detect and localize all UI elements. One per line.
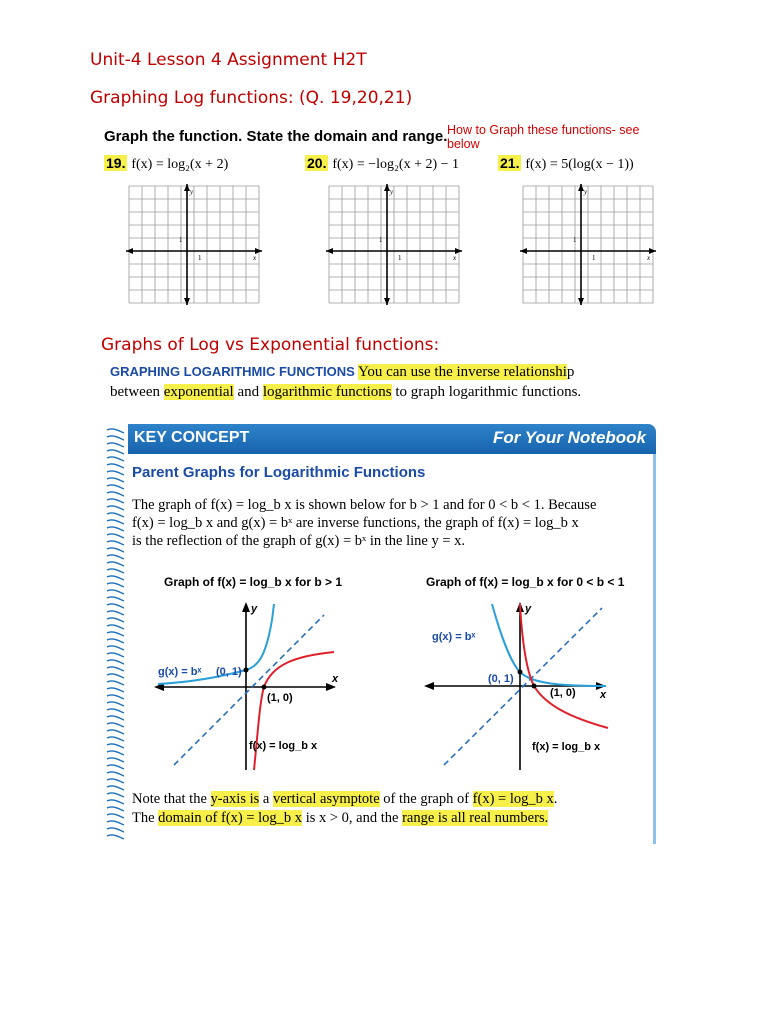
graph1-pt2-label: (1, 0): [267, 692, 293, 704]
spiral-coil: [107, 702, 124, 706]
spiral-coil: [107, 744, 124, 748]
spiral-coil: [107, 485, 124, 489]
spiral-coil: [107, 604, 124, 608]
intro-highlight-3: logarithmic functions: [262, 384, 392, 400]
key-concept-body: [132, 496, 652, 550]
grid-one-label: 1: [179, 236, 183, 244]
note-text: a: [259, 791, 273, 807]
key-concept-subtitle: Parent Graphs for Logarithmic Functions: [132, 464, 426, 481]
grid-one-label: 1: [379, 236, 383, 244]
spiral-coil: [107, 751, 124, 755]
graph-tip: [447, 123, 639, 151]
intro-between: between: [110, 384, 160, 400]
problem-19: [104, 155, 228, 173]
spiral-coil: [107, 611, 124, 615]
body-line-3: is the reflection of the graph of g(x) = bˣ in the line y = x.: [132, 533, 466, 549]
graph1-f-label: f(x) = log_b x: [249, 740, 318, 752]
spiral-coil: [107, 618, 124, 622]
grid-y-label: y: [390, 188, 394, 196]
spiral-coil: [107, 541, 124, 545]
intro-and: and: [237, 384, 260, 400]
graph1-y-label: y: [251, 603, 258, 615]
assignment-subtitle: Graphing Log functions: (Q. 19,20,21): [90, 88, 413, 108]
intro-rest: to graph logarithmic functions.: [395, 384, 582, 400]
grid-y-label: y: [190, 188, 194, 196]
note-text: .: [553, 791, 558, 807]
graph2-pt2-label: (1, 0): [550, 687, 576, 699]
spiral-coil: [107, 457, 124, 461]
spiral-coil: [107, 772, 124, 776]
spiral-coil: [107, 464, 124, 468]
spiral-coil: [107, 723, 124, 727]
spiral-coil: [107, 429, 124, 433]
grid-one-label: 1: [398, 254, 402, 262]
grid-one-label: 1: [198, 254, 202, 262]
spiral-coil: [107, 681, 124, 685]
problem-number: 20.: [307, 155, 327, 171]
graph1-x-label: x: [332, 673, 339, 685]
spiral-coil: [107, 730, 124, 734]
graph2-g-label: g(x) = bˣ: [432, 631, 476, 643]
spiral-coil: [107, 786, 124, 790]
intro-text-1: p: [566, 364, 575, 380]
blank-grid-19[interactable]: [124, 184, 264, 310]
spiral-coil: [107, 555, 124, 559]
spiral-coil: [107, 506, 124, 510]
spiral-coil: [107, 639, 124, 643]
spiral-coil: [107, 597, 124, 601]
spiral-coil: [107, 450, 124, 454]
grid-y-down-arrow-icon: [578, 298, 584, 305]
graph1-caption: Graph of f(x) = log_b x for b > 1: [164, 575, 343, 589]
problem-number: 21.: [500, 155, 520, 171]
spiral-coil: [107, 709, 124, 713]
note-highlight: f(x) = log_b x: [472, 791, 554, 807]
graph2-f-curve: [520, 604, 608, 728]
spiral-coil: [107, 716, 124, 720]
spiral-coil: [107, 569, 124, 573]
graph-tip-line2: below: [447, 137, 480, 151]
intro-highlight-2: exponential: [163, 384, 234, 400]
note-text: is x > 0, and the: [302, 810, 403, 826]
grid-x-label: x: [647, 254, 651, 262]
blank-grid-21[interactable]: [518, 184, 658, 310]
spiral-coil: [107, 779, 124, 783]
problem-21: [498, 155, 634, 173]
section-title: Graphs of Log vs Exponential functions:: [101, 335, 440, 355]
problem-expression: f(x) = log₂(x + 2): [131, 157, 229, 172]
note-line-1: [132, 790, 652, 809]
graph1-pt1-label: (0, 1): [216, 666, 242, 678]
grid-x-left-arrow-icon: [126, 248, 133, 254]
box-right-border: [653, 454, 656, 844]
grid-one-label: 1: [573, 236, 577, 244]
graph1-log-b-gt-1: [154, 600, 344, 775]
problem-instruction: Graph the function. State the domain and range.: [104, 128, 448, 145]
graph2-f-label: f(x) = log_b x: [532, 741, 601, 753]
spiral-coil: [107, 807, 124, 811]
problem-expression: f(x) = −log₂(x + 2) − 1: [332, 157, 460, 172]
grid-x-left-arrow-icon: [520, 248, 527, 254]
problem-expression: f(x) = 5(log(x − 1)): [525, 157, 634, 172]
graph2-point-1-0: [532, 684, 537, 689]
graph1-point-1-0: [262, 685, 267, 690]
intro-highlight-1: You can use the inverse relationshi: [358, 364, 567, 380]
section-intro: [110, 362, 670, 402]
grid-x-label: x: [253, 254, 257, 262]
spiral-coil: [107, 562, 124, 566]
spiral-coil: [107, 835, 124, 839]
spiral-coil: [107, 492, 124, 496]
spiral-coil: [107, 513, 124, 517]
intro-caps: GRAPHING LOGARITHMIC FUNCTIONS: [110, 364, 355, 379]
spiral-coil: [107, 814, 124, 818]
grid-one-label: 1: [592, 254, 596, 262]
spiral-binding-icon: [104, 424, 126, 844]
spiral-coil: [107, 646, 124, 650]
spiral-coil: [107, 443, 124, 447]
spiral-coil: [107, 576, 124, 580]
spiral-coil: [107, 499, 124, 503]
notebook-label: For Your Notebook: [493, 428, 646, 447]
spiral-coil: [107, 765, 124, 769]
graph2-x-left-arrow-icon: [424, 682, 434, 690]
intro-line2: [110, 382, 670, 402]
note-highlight: range is all real numbers.: [402, 810, 549, 826]
spiral-coil: [107, 534, 124, 538]
note-line-2: [132, 809, 652, 828]
spiral-coil: [107, 793, 124, 797]
spiral-coil: [107, 625, 124, 629]
intro-line1: [110, 362, 670, 382]
note-highlight: y-axis is: [210, 791, 260, 807]
graph1-g-label: g(x) = bˣ: [158, 666, 202, 678]
note-text: of the graph of: [379, 791, 473, 807]
graph2-log-b-lt-1: [422, 600, 612, 775]
spiral-coil: [107, 590, 124, 594]
grid-y-down-arrow-icon: [384, 298, 390, 305]
spiral-coil: [107, 660, 124, 664]
grid-x-label: x: [453, 254, 457, 262]
spiral-coil: [107, 688, 124, 692]
spiral-coil: [107, 548, 124, 552]
spiral-coil: [107, 653, 124, 657]
key-concept-banner: [128, 424, 656, 454]
note-highlight: domain of f(x) = log_b x: [158, 810, 303, 826]
spiral-coil: [107, 583, 124, 587]
spiral-coil: [107, 527, 124, 531]
spiral-coil: [107, 520, 124, 524]
key-concept-box: [104, 424, 656, 844]
spiral-coil: [107, 695, 124, 699]
spiral-coil: [107, 821, 124, 825]
note-highlight: vertical asymptote: [272, 791, 380, 807]
blank-grid-20[interactable]: [324, 184, 464, 310]
grid-y-down-arrow-icon: [184, 298, 190, 305]
spiral-coil: [107, 478, 124, 482]
spiral-coil: [107, 632, 124, 636]
grid-x-left-arrow-icon: [326, 248, 333, 254]
spiral-coil: [107, 674, 124, 678]
spiral-coil: [107, 436, 124, 440]
graph-tip-line1: How to Graph these functions- see: [447, 123, 640, 137]
graph2-point-0-1: [518, 670, 523, 675]
graph2-x-label: x: [600, 689, 607, 701]
spiral-coil: [107, 758, 124, 762]
assignment-title: Unit-4 Lesson 4 Assignment H2T: [90, 50, 367, 70]
graph1-point-0-1: [244, 668, 249, 673]
key-concept-label: KEY CONCEPT: [134, 429, 250, 446]
graph1-y-arrow-icon: [242, 602, 250, 612]
grid-y-label: y: [584, 188, 588, 196]
problem-number: 19.: [106, 155, 126, 171]
spiral-coil: [107, 667, 124, 671]
spiral-coil: [107, 828, 124, 832]
note-text: The: [132, 810, 159, 826]
note-text: Note that the: [132, 791, 211, 807]
graph2-pt1-label: (0, 1): [488, 673, 514, 685]
spiral-coil: [107, 737, 124, 741]
problem-20: [305, 155, 459, 173]
graph2-caption: Graph of f(x) = log_b x for 0 < b < 1: [426, 575, 625, 589]
graph1-f-curve: [254, 652, 334, 770]
graph2-y-label: y: [525, 603, 532, 615]
spiral-coil: [107, 800, 124, 804]
body-line-2: f(x) = log_b x and g(x) = bˣ are inverse functions, the graph of f(x) = log_b x: [132, 515, 579, 531]
body-line-1: The graph of f(x) = log_b x is shown below for b > 1 and for 0 < b < 1. Because: [132, 497, 597, 513]
asymptote-note: [132, 790, 652, 828]
spiral-coil: [107, 471, 124, 475]
